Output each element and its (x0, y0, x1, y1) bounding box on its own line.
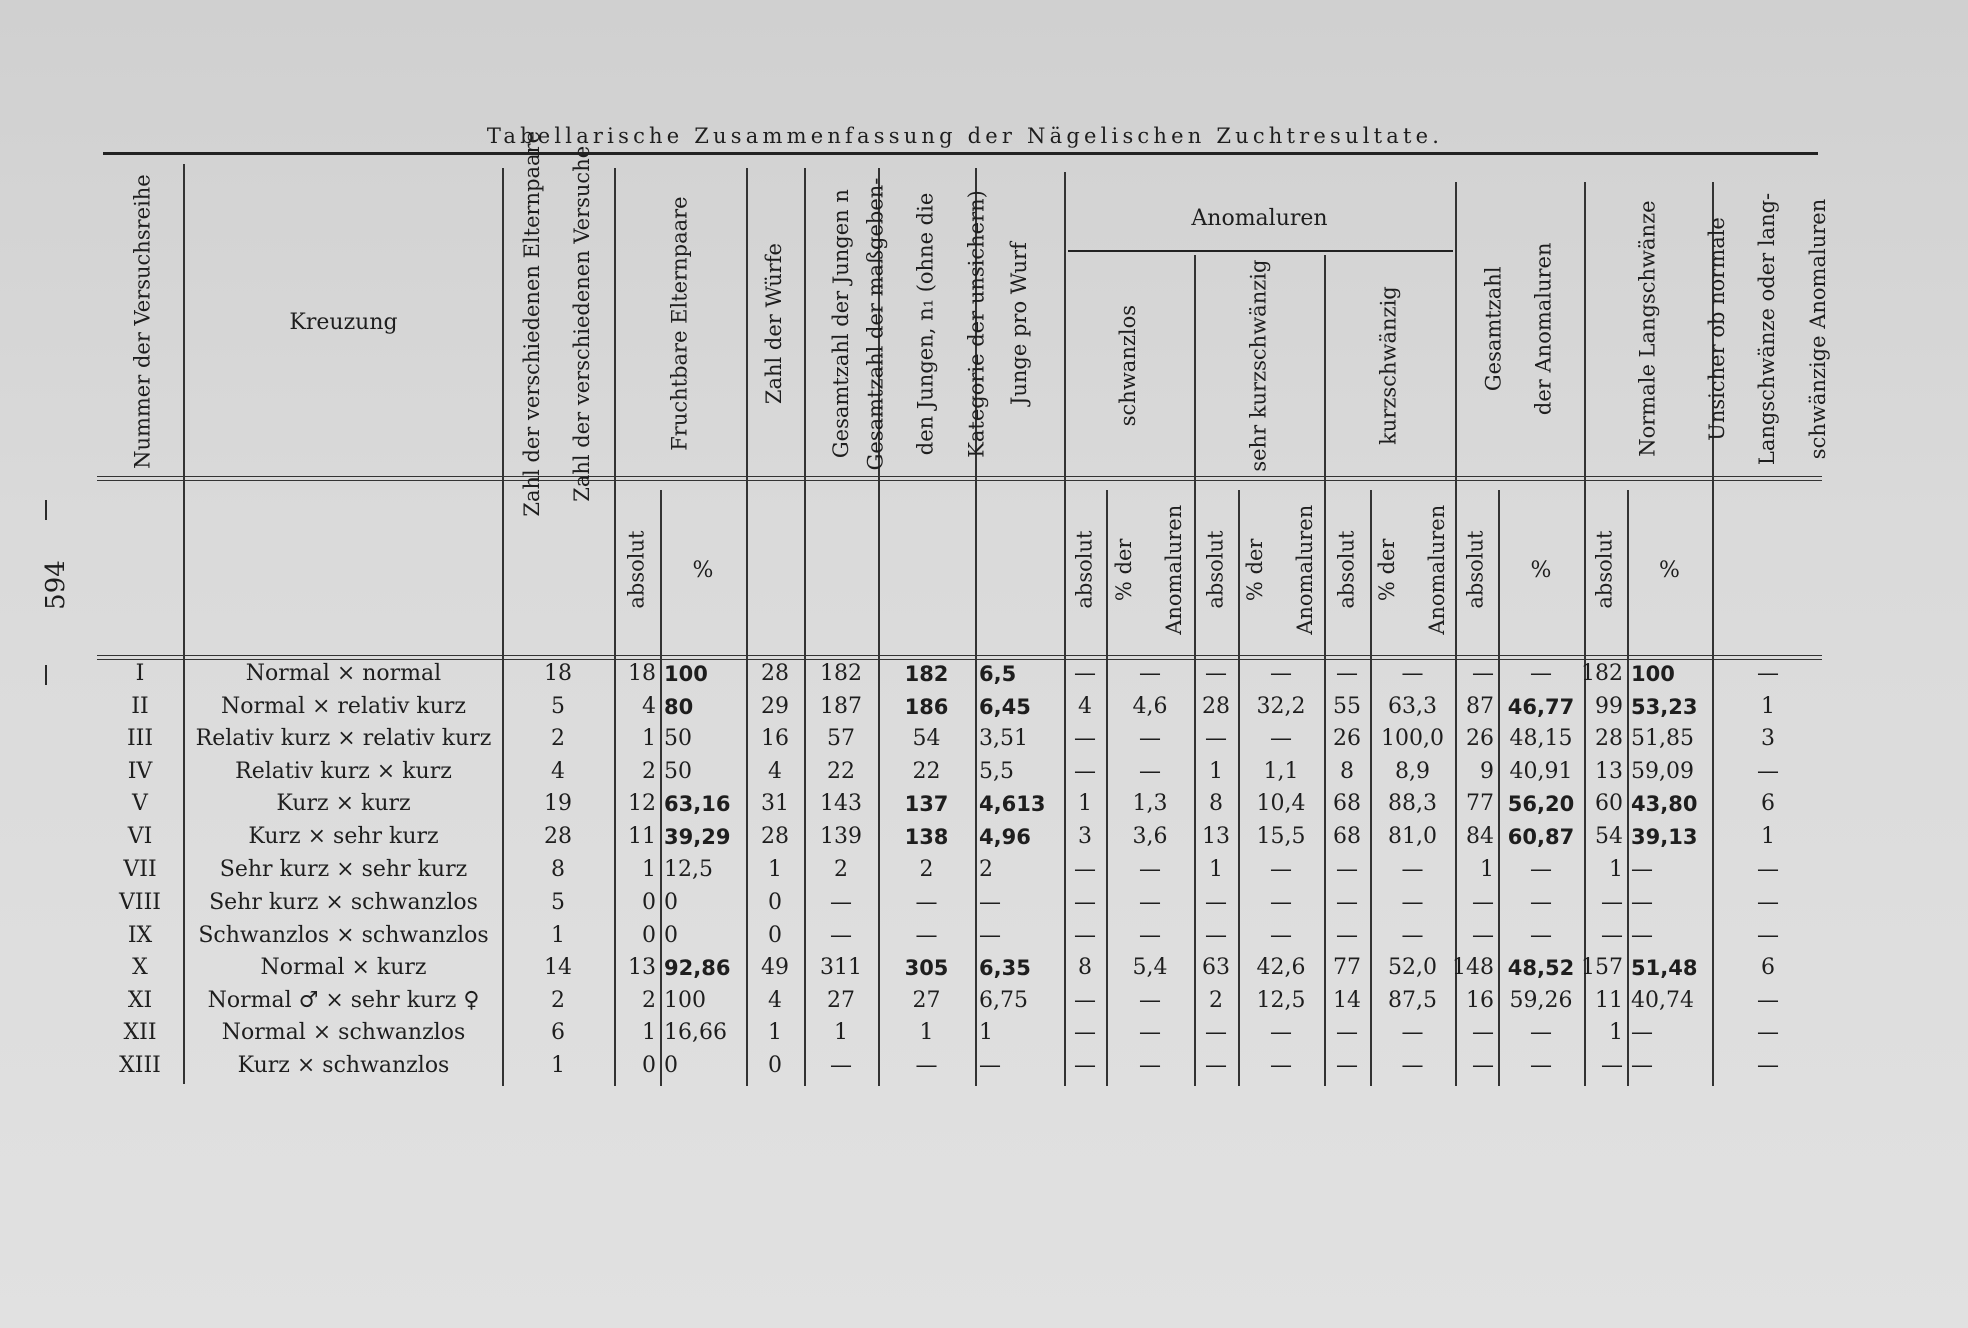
table-cell: 1 (919, 1020, 934, 1045)
table-cell: 148 (1452, 955, 1494, 980)
anomaluren-rule (1068, 250, 1453, 252)
subheader-absolut: absolut (1592, 530, 1617, 610)
subheader-absolut: absolut (1203, 530, 1228, 610)
row-kreuzung: Schwanzlos × schwanzlos (198, 923, 489, 948)
table-cell: 55 (1333, 694, 1361, 719)
table-cell: 19 (544, 791, 572, 816)
table-cell: — (1757, 988, 1779, 1013)
table-cell: 99 (1595, 694, 1623, 719)
subheader-percent: % (1530, 557, 1552, 583)
table-cell: — (1631, 857, 1653, 882)
table-cell: — (1401, 890, 1424, 915)
table-cell: — (1270, 857, 1292, 882)
table-cell: 186 (904, 694, 949, 719)
table-cell: 5,5 (979, 759, 1014, 784)
header-gesamt-jungen: Gesamtzahl der Jungen n (828, 189, 853, 459)
row-kreuzung: Kurz × schwanzlos (237, 1053, 450, 1078)
row-kreuzung: Sehr kurz × schwanzlos (209, 890, 478, 915)
table-cell: 1 (1078, 791, 1092, 816)
table-cell: 12 (628, 791, 656, 816)
table-cell: 6,35 (979, 955, 1031, 980)
table-cell: 1 (979, 1020, 993, 1045)
subheader-pct-anomaluren: % der Anomaluren (1112, 505, 1187, 635)
table-cell: — (1205, 726, 1227, 751)
table-cell: 26 (1466, 726, 1494, 751)
table-title: Tabellarische Zusammenfassung der Nägelischen Zuchtresultate. (486, 124, 1444, 148)
table-cell: — (1472, 1020, 1494, 1045)
table-cell: — (1530, 1053, 1552, 1078)
table-cell: 9 (1480, 759, 1494, 784)
table-cell: 4 (768, 988, 782, 1013)
table-cell: 88,3 (1388, 791, 1437, 816)
table-cell: 28 (544, 824, 572, 849)
table-cell: — (1074, 1053, 1096, 1078)
row-kreuzung: Normal × relativ kurz (220, 694, 467, 719)
table-cell: 28 (761, 824, 789, 849)
table-cell: — (1074, 661, 1096, 686)
table-cell: 6,45 (979, 694, 1031, 719)
table-cell: 2 (979, 857, 993, 882)
header-kreuzung: Kreuzung (289, 309, 398, 335)
table-cell: — (1530, 857, 1552, 882)
row-kreuzung: Kurz × kurz (276, 791, 411, 816)
table-cell: — (1472, 661, 1494, 686)
header-gesamtzahl-anomaluren: Gesamtzahl der Anomaluren (1481, 242, 1557, 416)
table-cell: 6,75 (979, 988, 1028, 1013)
table-cell: — (830, 890, 852, 915)
table-cell: — (1270, 1020, 1292, 1045)
table-cell: — (1530, 890, 1552, 915)
table-cell: — (1631, 890, 1653, 915)
row-number: III (126, 726, 154, 751)
row-kreuzung: Kurz × sehr kurz (248, 824, 439, 849)
table-cell: 11 (628, 824, 656, 849)
table-cell: 16 (761, 726, 789, 751)
table-cell: 1 (1480, 857, 1494, 882)
table-cell: 100 (664, 661, 708, 686)
table-cell: — (1530, 923, 1552, 948)
table-cell: 182 (904, 661, 949, 686)
table-cell: — (915, 1053, 938, 1078)
subheader-absolut: absolut (1334, 530, 1359, 610)
table-cell: — (1074, 759, 1096, 784)
row-number: VII (123, 857, 157, 882)
table-cell: 3 (1761, 726, 1775, 751)
header-anomaluren: Anomaluren (1191, 205, 1328, 231)
table-cell: — (1336, 923, 1358, 948)
table-cell: 187 (820, 694, 862, 719)
table-cell: 77 (1466, 791, 1494, 816)
header-wuerfe: Zahl der Würfe (762, 243, 787, 405)
table-cell: — (915, 923, 938, 948)
row-kreuzung: Normal × kurz (260, 955, 427, 980)
table-cell: 6 (1761, 955, 1775, 980)
table-cell: 12,5 (664, 857, 713, 882)
table-cell: 1 (834, 1020, 848, 1045)
table-cell: 3 (1078, 824, 1092, 849)
table-cell: 0 (768, 1053, 782, 1078)
table-cell: 6 (1761, 791, 1775, 816)
row-kreuzung: Normal ♂ × sehr kurz ♀ (207, 988, 480, 1013)
table-cell: 139 (820, 824, 862, 849)
row-number: XI (127, 988, 153, 1013)
table-cell: 18 (628, 661, 656, 686)
table-cell: — (1757, 857, 1779, 882)
table-cell: 53,23 (1631, 694, 1698, 719)
table-cell: 1 (1761, 824, 1775, 849)
table-cell: 68 (1333, 791, 1361, 816)
header-kurzschwaenzig: kurzschwänzig (1376, 286, 1401, 445)
table-cell: 5 (551, 694, 565, 719)
table-cell: 77 (1333, 955, 1361, 980)
table-cell: — (1270, 890, 1292, 915)
table-cell: 4,613 (979, 791, 1046, 816)
table-cell: — (1139, 988, 1161, 1013)
table-cell: 43,80 (1631, 791, 1698, 816)
subheader-percent: % (692, 557, 714, 583)
table-cell: 39,13 (1631, 824, 1698, 849)
table-cell: — (1074, 988, 1096, 1013)
table-cell: 8 (1078, 955, 1092, 980)
table-cell: 100,0 (1381, 726, 1444, 751)
table-cell: — (1074, 1020, 1096, 1045)
table-cell: — (979, 923, 1001, 948)
table-cell: 68 (1333, 824, 1361, 849)
table-cell: 28 (1202, 694, 1230, 719)
page-number-dash-bottom (45, 665, 47, 685)
table-cell: 8 (551, 857, 565, 882)
table-cell: 0 (642, 890, 656, 915)
row-number: VIII (119, 890, 161, 915)
table-cell: — (1270, 726, 1292, 751)
table-cell: 52,0 (1388, 955, 1437, 980)
table-cell: 1 (768, 1020, 782, 1045)
table-cell: 4 (1078, 694, 1092, 719)
table-cell: 13 (1595, 759, 1623, 784)
table-cell: 305 (904, 955, 949, 980)
table-cell: 63,16 (664, 791, 731, 816)
table-cell: 40,91 (1509, 759, 1573, 784)
table-cell: 182 (820, 661, 862, 686)
table-cell: — (1139, 726, 1161, 751)
table-cell: 87 (1466, 694, 1494, 719)
table-cell: — (1757, 661, 1779, 686)
table-cell: — (979, 1053, 1001, 1078)
table-cell: 8 (1209, 791, 1223, 816)
table-cell: 138 (904, 824, 949, 849)
header-rule (97, 476, 1822, 481)
table-cell: — (1074, 923, 1096, 948)
table-cell: 1,1 (1263, 759, 1299, 784)
table-cell: 56,20 (1507, 791, 1575, 816)
table-cell: — (1401, 923, 1424, 948)
top-rule (103, 152, 1818, 155)
table-cell: 60 (1595, 791, 1623, 816)
table-cell: 13 (628, 955, 656, 980)
table-cell: 42,6 (1256, 955, 1306, 980)
table-cell: 32,2 (1256, 694, 1306, 719)
table-cell: — (979, 890, 1001, 915)
table-cell: 2 (642, 988, 656, 1013)
table-cell: 15,5 (1256, 824, 1306, 849)
table-cell: 11 (1595, 988, 1623, 1013)
table-cell: — (1139, 890, 1161, 915)
row-kreuzung: Relativ kurz × kurz (235, 759, 452, 784)
table-cell: 18 (544, 661, 572, 686)
subheader-absolut: absolut (624, 530, 649, 610)
table-cell: 1 (1761, 694, 1775, 719)
table-cell: 59,26 (1509, 988, 1573, 1013)
row-number: XII (123, 1020, 157, 1045)
table-cell: 4,96 (979, 824, 1031, 849)
table-cell: 51,85 (1631, 726, 1694, 751)
table-cell: — (830, 1053, 852, 1078)
table-cell: 2 (919, 857, 934, 882)
header-fruchtbare: Fruchtbare Elternpaare (667, 196, 692, 452)
table-cell: — (1757, 890, 1779, 915)
table-cell: 57 (827, 726, 855, 751)
table-cell: 1 (642, 726, 656, 751)
table-cell: 48,52 (1507, 955, 1575, 980)
header-schwanzlos: schwanzlos (1116, 304, 1141, 427)
table-cell: 0 (664, 1053, 678, 1078)
table-cell: 80 (664, 694, 694, 719)
header-nummer: Nummer der Versuchsreihe (130, 174, 155, 470)
table-cell: 12,5 (1256, 988, 1306, 1013)
row-kreuzung: Relativ kurz × relativ kurz (195, 726, 492, 751)
subheader-absolut: absolut (1072, 530, 1097, 610)
table-cell: 10,4 (1256, 791, 1306, 816)
table-cell: 0 (642, 1053, 656, 1078)
table-cell: — (915, 890, 938, 915)
table-cell: — (1336, 857, 1358, 882)
table-cell: 40,74 (1631, 988, 1694, 1013)
table-cell: — (1757, 759, 1779, 784)
table-cell: — (1401, 661, 1424, 686)
table-cell: 1 (1209, 857, 1223, 882)
table-cell: 26 (1333, 726, 1361, 751)
table-cell: 100 (1631, 661, 1675, 686)
table-cell: 182 (1581, 661, 1623, 686)
table-cell: — (1074, 890, 1096, 915)
table-cell: 14 (544, 955, 572, 980)
table-cell: 157 (1581, 955, 1623, 980)
table-cell: — (1336, 1053, 1358, 1078)
table-cell: — (1472, 890, 1494, 915)
table-cell: 143 (820, 791, 862, 816)
table-cell: — (1530, 1020, 1552, 1045)
table-cell: — (1270, 1053, 1292, 1078)
table-cell: — (1205, 890, 1227, 915)
row-kreuzung: Normal × normal (245, 661, 442, 686)
table-cell: 4 (768, 759, 782, 784)
table-cell: 60,87 (1507, 824, 1575, 849)
table-cell: — (1205, 1053, 1227, 1078)
table-cell: 28 (1595, 726, 1623, 751)
table-cell: 28 (761, 661, 789, 686)
table-cell: 54 (912, 726, 941, 751)
table-cell: — (1074, 857, 1096, 882)
table-cell: 22 (827, 759, 855, 784)
header-massgebende-jungen: Gesamtzahl der maßgeben- den Jungen, n₁ (ohne die Kategorie der unsichern) (863, 177, 989, 471)
table-cell: 1 (1209, 759, 1223, 784)
header-junge-pro-wurf: Junge pro Wurf (1006, 242, 1031, 406)
table-cell: 1,3 (1132, 791, 1168, 816)
table-cell: 6,5 (979, 661, 1017, 686)
table-cell: 1 (768, 857, 782, 882)
page-number-dash-top (45, 500, 47, 520)
table-cell: — (1631, 1053, 1653, 1078)
header-sehr-kurzschwaenzig: sehr kurzschwänzig (1246, 259, 1271, 472)
table-cell: — (1401, 1053, 1424, 1078)
table-cell: 48,15 (1509, 726, 1573, 751)
header-zahl-elternpaare: Zahl der verschiedenen Elternpaare Zahl der verschiedenen Versuche (520, 131, 595, 517)
table-cell: — (1336, 661, 1358, 686)
table-cell: 59,09 (1631, 759, 1694, 784)
table-cell: — (1757, 923, 1779, 948)
table-cell: 92,86 (664, 955, 731, 980)
row-number: I (135, 661, 145, 686)
table-cell: 27 (912, 988, 941, 1013)
table-cell: 6 (551, 1020, 565, 1045)
row-number: XIII (119, 1053, 161, 1078)
subheader-pct-anomaluren: % der Anomaluren (1243, 505, 1318, 635)
table-cell: 50 (664, 759, 692, 784)
table-cell: 0 (642, 923, 656, 948)
table-cell: 81,0 (1388, 824, 1437, 849)
table-cell: — (1205, 923, 1227, 948)
table-cell: — (1270, 923, 1292, 948)
table-cell: 4 (642, 694, 656, 719)
table-cell: 46,77 (1507, 694, 1575, 719)
table-cell: — (1757, 1020, 1779, 1045)
table-cell: 31 (761, 791, 789, 816)
table-cell: — (1270, 661, 1292, 686)
table-cell: 54 (1595, 824, 1623, 849)
table-cell: — (1601, 923, 1623, 948)
table-cell: — (1205, 661, 1227, 686)
table-cell: — (1757, 1053, 1779, 1078)
table-cell: 14 (1333, 988, 1361, 1013)
table-cell: 84 (1466, 824, 1494, 849)
subheader-pct-anomaluren: % der Anomaluren (1374, 505, 1450, 635)
table-cell: 49 (761, 955, 789, 980)
table-cell: 2 (551, 988, 565, 1013)
table-cell: — (1631, 1020, 1653, 1045)
table-cell: 2 (1209, 988, 1223, 1013)
table-cell: — (1601, 890, 1623, 915)
table-cell: — (1336, 1020, 1358, 1045)
table-cell: 1 (642, 857, 656, 882)
table-cell: 0 (768, 923, 782, 948)
table-cell: 2 (551, 726, 565, 751)
table-cell: 8,9 (1395, 759, 1430, 784)
table-cell: — (1139, 1053, 1161, 1078)
table-cell: — (1139, 857, 1161, 882)
table-cell: 50 (664, 726, 692, 751)
subheader-percent: % (1659, 557, 1680, 583)
table-cell: — (1139, 759, 1161, 784)
table-cell: 63 (1202, 955, 1230, 980)
row-number: IX (127, 923, 153, 948)
table-cell: 3,51 (979, 726, 1028, 751)
table-cell: 2 (642, 759, 656, 784)
table-cell: 22 (912, 759, 941, 784)
table-cell: — (830, 923, 852, 948)
page-number: 594 (40, 560, 71, 610)
table-cell: — (1631, 923, 1653, 948)
table-cell: — (1336, 890, 1358, 915)
table-cell: — (1601, 1053, 1623, 1078)
table-cell: 16 (1466, 988, 1494, 1013)
table-cell: 63,3 (1388, 694, 1437, 719)
table-cell: 100 (664, 988, 706, 1013)
row-kreuzung: Normal × schwanzlos (221, 1020, 466, 1045)
table-cell: 311 (820, 955, 862, 980)
row-number: V (132, 791, 148, 816)
table-cell: — (1530, 661, 1552, 686)
header-normale-langschwaenze: Normale Langschwänze (1635, 200, 1660, 458)
table-cell: 1 (1609, 857, 1623, 882)
row-number: II (131, 694, 149, 719)
table-cell: 2 (834, 857, 848, 882)
table-cell: 5,4 (1132, 955, 1168, 980)
table-cell: — (1472, 923, 1494, 948)
header-unsicher: Unsicher ob normale Langschwänze oder lang- schwänzige Anomaluren (1705, 192, 1830, 466)
table-cell: — (1472, 1053, 1494, 1078)
table-cell: 13 (1202, 824, 1230, 849)
table-cell: 1 (551, 1053, 565, 1078)
table-cell: 3,6 (1132, 824, 1168, 849)
table-cell: — (1401, 857, 1424, 882)
table-cell: 87,5 (1388, 988, 1437, 1013)
table-cell: 4 (551, 759, 565, 784)
table-cell: — (1074, 726, 1096, 751)
table-cell: 0 (664, 890, 678, 915)
table-cell: — (1139, 923, 1161, 948)
row-number: X (132, 955, 148, 980)
table-cell: 137 (904, 791, 949, 816)
table-cell: — (1205, 1020, 1227, 1045)
table-cell: 1 (1609, 1020, 1623, 1045)
table-cell: — (1401, 1020, 1424, 1045)
table-cell: 0 (664, 923, 678, 948)
table-cell: 27 (827, 988, 855, 1013)
row-kreuzung: Sehr kurz × sehr kurz (219, 857, 468, 882)
subheader-absolut: absolut (1463, 530, 1488, 610)
table-cell: 1 (551, 923, 565, 948)
table-cell: 16,66 (664, 1020, 727, 1045)
table-cell: 29 (761, 694, 789, 719)
table-cell: 8 (1340, 759, 1354, 784)
table-cell: 1 (642, 1020, 656, 1045)
table-cell: 0 (768, 890, 782, 915)
row-number: IV (127, 759, 153, 784)
table-cell: 51,48 (1631, 955, 1698, 980)
table-cell: 4,6 (1132, 694, 1168, 719)
table-cell: — (1139, 661, 1161, 686)
row-number: VI (127, 824, 153, 849)
table-cell: 5 (551, 890, 565, 915)
table-cell: — (1139, 1020, 1161, 1045)
table-cell: 39,29 (664, 824, 731, 849)
